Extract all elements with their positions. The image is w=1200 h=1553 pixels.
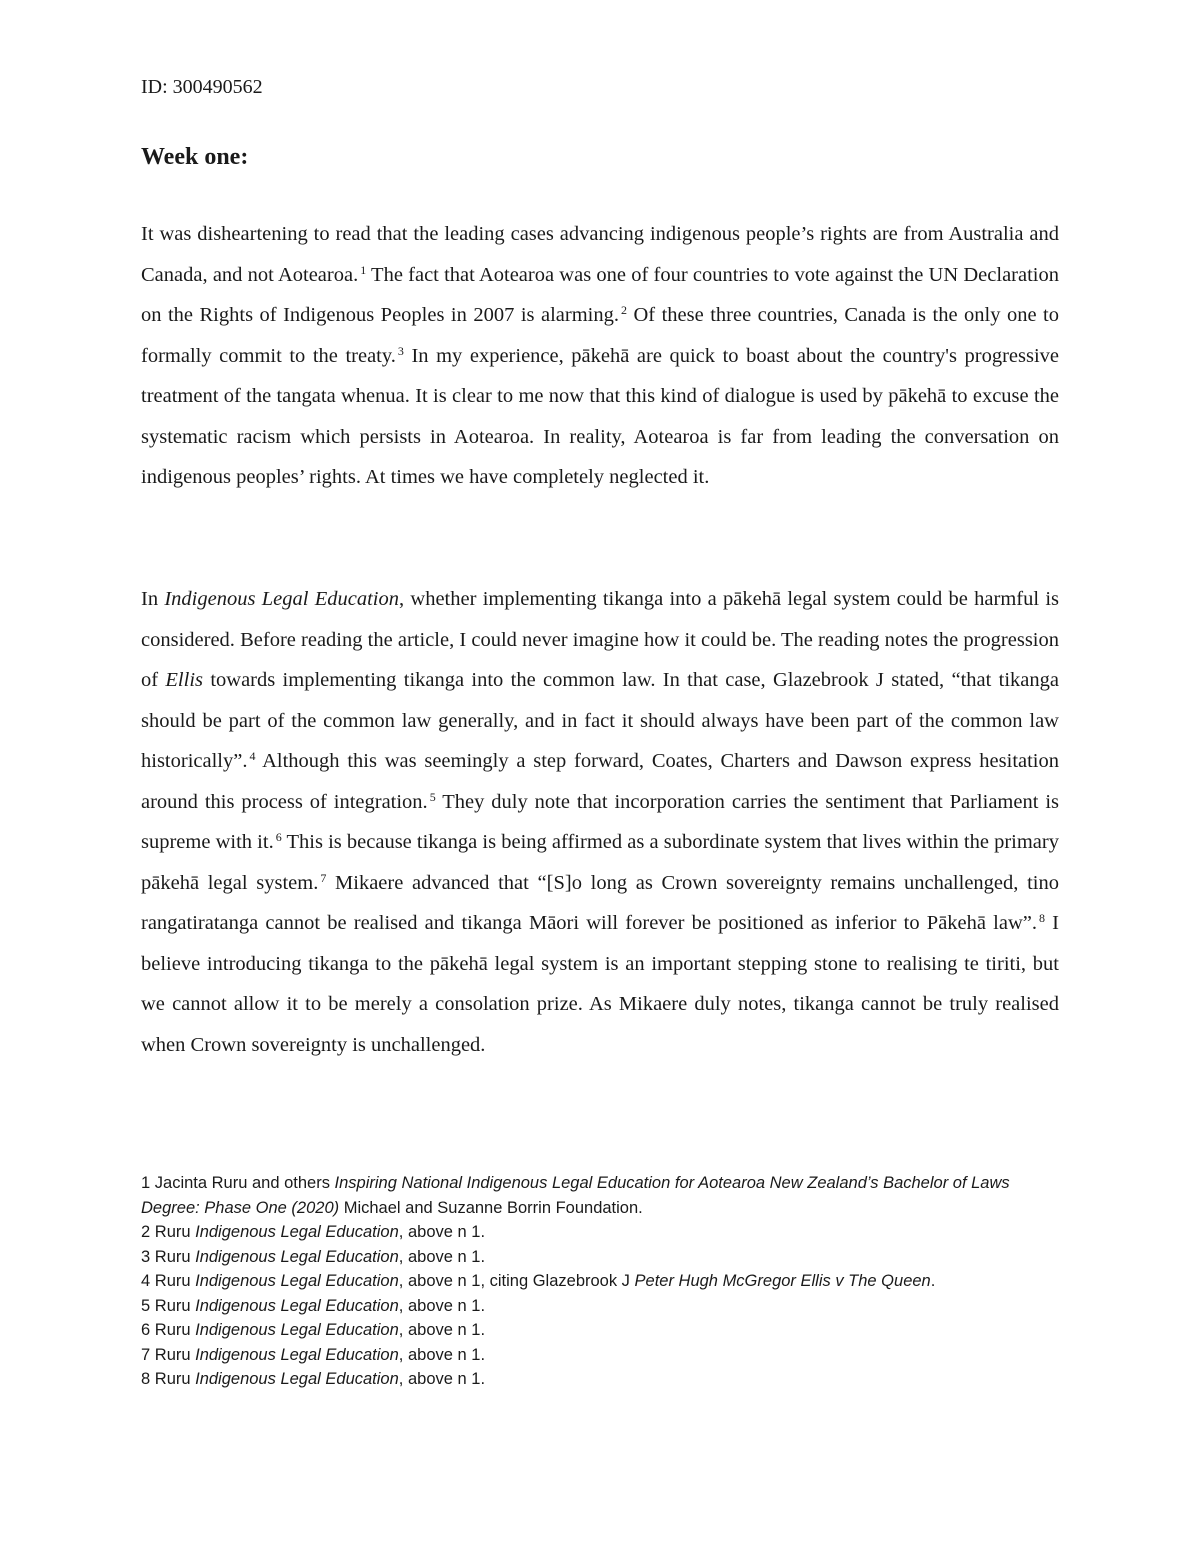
footnote-ref: 4 <box>249 749 256 763</box>
footnote-text: Ruru <box>150 1296 196 1315</box>
footnote-text: , above n 1. <box>398 1321 486 1339</box>
footnote-number: 6 <box>141 1321 151 1339</box>
text-run: I believe introducing tikanga to the pākehā legal system is an important stepping stone to realising te tiriti, but we cannot allow it to be merely a consolation prize. As Mikaere duly notes, tikanga cannot be truly realised when Crown sovereignty is unchallenged. <box>141 912 1060 1056</box>
italic-case-name: Ellis <box>165 669 203 691</box>
text-run: Mikaere advanced that “[S]o long as Crown sovereignty remains unchallenged, tino rangatiratanga cannot be realised and tikanga Māori will forever be positioned as inferior to Pākehā law”. <box>141 871 1059 934</box>
footnote-text: . <box>930 1272 936 1290</box>
italic-title: Indigenous Legal Education <box>164 588 399 610</box>
footnote-text: , above n 1. <box>398 1296 486 1315</box>
footnote-italic: Indigenous Legal Education <box>195 1247 399 1266</box>
footnote-number: 4 <box>141 1272 151 1290</box>
footnote-number: 3 <box>141 1247 151 1266</box>
footnote-number: 8 <box>141 1370 151 1388</box>
footnote-italic: Inspiring National Indigenous Legal Education for Aotearoa New Zealand’s Bachelor of Laws Degree: Phase One (2020) <box>141 1174 1010 1217</box>
paragraph-week-one-intro <box>141 214 1059 498</box>
text-run: In <box>141 588 165 610</box>
footnote-2 <box>141 1220 1041 1245</box>
text-run: Although this was seemingly a step forward, Coates, Charters and Dawson express hesitation around this process of integration. <box>141 750 1059 813</box>
footnote-4 <box>141 1269 1041 1294</box>
footnote-text: Ruru <box>150 1321 196 1339</box>
text-run: towards implementing tikanga into the common law. In that case, Glazebrook J stated, “that tikanga should be part of the common law generally, and in fact it should always have been part of the common law historically”. <box>141 669 1059 772</box>
footnote-italic: Indigenous Legal Education <box>195 1321 399 1339</box>
footnote-text: Ruru <box>150 1223 196 1241</box>
footnote-ref: 3 <box>397 343 404 358</box>
text-run: Of these three countries, Canada is the only one to formally commit to the treaty. <box>141 304 1060 367</box>
paragraph-indigenous-legal-education <box>141 579 1059 1065</box>
footnote-5 <box>141 1294 1041 1319</box>
footnote-number: 2 <box>141 1223 151 1241</box>
footnote-8 <box>141 1367 1041 1392</box>
footnote-number: 1 <box>141 1174 151 1192</box>
footnote-text: Jacinta Ruru and others <box>150 1174 335 1192</box>
text-run: It was disheartening to read that the leading cases advancing indigenous people’s rights are from Australia and Canada, and not Aotearoa. <box>141 223 1059 286</box>
text-run: The fact that Aotearoa was one of four countries to vote against the UN Declaration on the Rights of Indigenous Peoples in 2007 is alarming. <box>141 263 1059 326</box>
footnote-1 <box>141 1171 1041 1220</box>
footnote-text: , above n 1. <box>398 1223 486 1241</box>
footnote-text: Ruru <box>150 1345 196 1364</box>
footnote-text: , above n 1. <box>398 1345 486 1364</box>
footnote-number: 5 <box>141 1296 151 1315</box>
footnote-italic: Indigenous Legal Education <box>195 1296 399 1315</box>
footnote-text: Ruru <box>150 1247 196 1266</box>
section-heading: Week one: <box>141 144 249 170</box>
footnotes <box>141 1171 1041 1392</box>
footnote-italic: Indigenous Legal Education <box>195 1223 399 1241</box>
footnote-text: , above n 1. <box>398 1370 486 1388</box>
text-run: They duly note that incorporation carries the sentiment that Parliament is supreme with it. <box>141 790 1059 853</box>
footnote-ref: 6 <box>275 830 282 844</box>
footnote-italic: Indigenous Legal Education <box>195 1272 399 1290</box>
footnote-ref: 2 <box>621 303 627 317</box>
footnote-text: Ruru <box>150 1272 196 1290</box>
footnote-italic: Indigenous Legal Education <box>195 1345 399 1364</box>
footnote-7 <box>141 1343 1041 1368</box>
text-run: In my experience, pākehā are quick to boast about the country's progressive treatment of the tangata whenua. It is clear to me now that this kind of dialogue is used by pākehā to excuse the systematic racism which persists in Aotearoa. In reality, Aotearoa is far from leading the conversation on indigenous peoples’ rights. At times we have completely neglected it. <box>141 344 1059 488</box>
footnote-ref: 7 <box>320 870 327 885</box>
footnote-3 <box>141 1245 1041 1270</box>
footnote-ref: 5 <box>429 789 436 804</box>
footnote-text: Ruru <box>150 1370 196 1388</box>
footnote-ref: 8 <box>1039 911 1045 925</box>
footnote-text: , above n 1. <box>398 1247 486 1266</box>
text-run: , whether implementing tikanga into a pākehā legal system could be harmful is considered. Before reading the article, I could never imagine how it could be. The reading notes the progression of <box>141 588 1059 691</box>
footnote-number: 7 <box>141 1345 151 1364</box>
footnote-6 <box>141 1318 1041 1343</box>
footnote-text: , above n 1, citing Glazebrook J <box>398 1272 635 1290</box>
footnote-ref: 1 <box>360 262 367 277</box>
footnote-italic: Indigenous Legal Education <box>195 1370 399 1388</box>
footnote-text: Michael and Suzanne Borrin Foundation. <box>339 1198 643 1217</box>
footnote-italic: Peter Hugh McGregor Ellis v The Queen <box>634 1272 931 1290</box>
student-id: ID: 300490562 <box>141 76 263 98</box>
text-run: This is because tikanga is being affirmed as a subordinate system that lives within the primary pākehā legal system. <box>141 831 1059 894</box>
